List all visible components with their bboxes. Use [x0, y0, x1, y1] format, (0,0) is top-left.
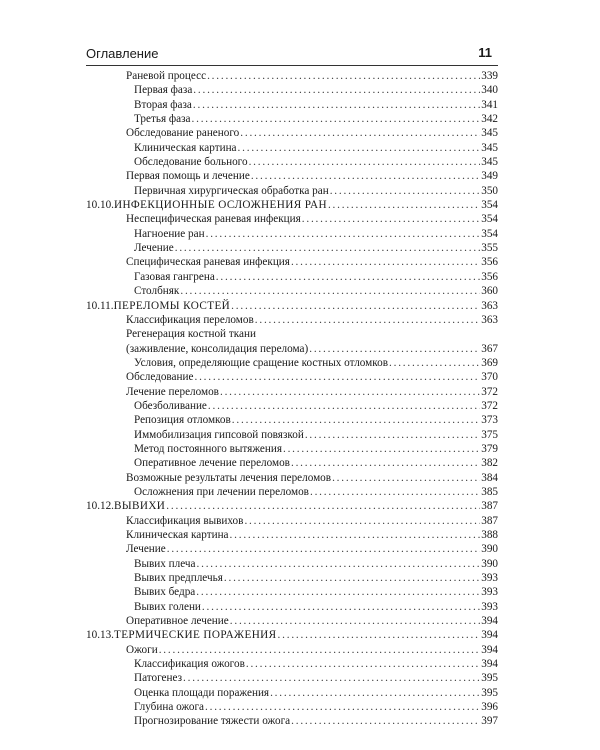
table-of-contents	[86, 69, 498, 729]
entry-title: Глубина ожога	[134, 701, 204, 714]
dot-leader	[202, 600, 480, 614]
entry-title: Классификация вывихов	[126, 514, 244, 527]
dot-leader	[175, 241, 480, 255]
entry-page-number: 396	[481, 701, 498, 714]
entry-page-number: 363	[481, 313, 498, 326]
dot-leader	[159, 643, 481, 657]
toc-entry[interactable]	[86, 399, 498, 413]
entry-title: Обезболивание	[134, 399, 207, 412]
entry-title: Оперативное лечение переломов	[134, 457, 290, 470]
entry-page-number: 382	[481, 457, 498, 470]
dot-leader	[283, 442, 480, 456]
dot-leader	[278, 628, 481, 642]
entry-title: Лечение переломов	[126, 385, 219, 398]
entry-title: Классификация переломов	[126, 313, 254, 326]
dot-leader	[240, 126, 480, 140]
entry-page-number: 345	[481, 127, 498, 140]
entry-page-number: 375	[481, 428, 498, 441]
toc-entry[interactable]	[86, 69, 498, 83]
entry-title: ПЕРЕЛОМЫ КОСТЕЙ	[113, 299, 231, 312]
toc-entry[interactable]	[86, 528, 498, 542]
toc-entry[interactable]	[86, 428, 498, 442]
entry-page-number: 373	[481, 414, 498, 427]
entry-title: Неспецифическая раневая инфекция	[126, 213, 301, 226]
dot-leader	[231, 299, 480, 313]
section-number: 10.10.	[86, 199, 114, 212]
entry-title: Иммобилизация гипсовой повязкой	[134, 428, 304, 441]
toc-entry[interactable]	[86, 471, 498, 485]
dot-leader	[192, 112, 481, 126]
toc-entry[interactable]	[86, 83, 498, 97]
dot-leader	[291, 255, 480, 269]
toc-entry[interactable]	[86, 356, 498, 370]
entry-title: Вывих бедра	[134, 586, 196, 599]
entry-page-number: 339	[481, 70, 498, 82]
entry-title: Вывих плеча	[134, 557, 196, 570]
toc-entry[interactable]	[86, 155, 498, 169]
entry-page-number: 372	[481, 399, 498, 412]
entry-page-number: 393	[481, 586, 498, 599]
entry-title: Третья фаза	[134, 113, 191, 126]
entry-page-number: 372	[481, 385, 498, 398]
entry-title: Вывих предплечья	[134, 572, 223, 585]
toc-entry[interactable]	[86, 270, 498, 284]
entry-title: Ожоги	[126, 643, 158, 656]
toc-entry[interactable]	[86, 557, 498, 571]
dot-leader	[183, 671, 480, 685]
entry-page-number: 370	[481, 371, 498, 384]
entry-title: Газовая гангрена	[134, 270, 215, 283]
dot-leader	[291, 456, 480, 470]
toc-entry[interactable]	[86, 212, 498, 226]
entry-page-number: 354	[481, 199, 498, 212]
toc-entry[interactable]	[86, 686, 498, 700]
entry-title: Столбняк	[134, 285, 180, 298]
entry-title: Условия, определяющие сращение костных отломков	[134, 356, 388, 369]
dot-leader	[238, 141, 481, 155]
toc-entry[interactable]	[86, 313, 498, 327]
page-header	[86, 46, 498, 62]
dot-leader	[310, 485, 480, 499]
toc-entry[interactable]	[86, 385, 498, 399]
dot-leader	[305, 428, 480, 442]
entry-page-number: 394	[481, 643, 498, 656]
entry-title: Обследование больного	[134, 156, 248, 169]
toc-entry[interactable]	[86, 141, 498, 155]
toc-entry[interactable]	[86, 456, 498, 470]
toc-entry[interactable]	[86, 514, 498, 528]
dot-leader	[220, 385, 480, 399]
entry-title: Обследование раненого	[126, 127, 240, 140]
toc-entry[interactable]	[86, 241, 498, 255]
dot-leader	[309, 342, 480, 356]
toc-entry[interactable]	[86, 342, 498, 356]
entry-title: Оперативное лечение	[126, 615, 229, 628]
dot-leader	[330, 184, 481, 198]
entry-page-number: 367	[481, 342, 498, 355]
toc-entry[interactable]	[86, 542, 498, 556]
toc-entry[interactable]	[86, 98, 498, 112]
dot-leader	[166, 499, 480, 513]
entry-page-number: 388	[481, 529, 498, 541]
entry-page-number: 363	[481, 299, 498, 312]
dot-leader	[216, 270, 480, 284]
entry-title: Патогенез	[134, 672, 183, 685]
entry-title: Осложнения при лечении переломов	[134, 485, 309, 498]
entry-title: Специфическая раневая инфекция	[126, 256, 290, 269]
entry-title: Регенерация костной ткани	[126, 328, 256, 341]
entry-title: ТЕРМИЧЕСКИЕ ПОРАЖЕНИЯ	[113, 629, 277, 642]
entry-page-number: 356	[481, 270, 498, 283]
entry-title: Клиническая картина	[126, 529, 229, 541]
toc-entry[interactable]	[86, 585, 498, 599]
dot-leader	[291, 714, 480, 728]
entry-page-number: 341	[481, 98, 498, 111]
entry-title: Лечение	[134, 242, 174, 255]
entry-page-number: 360	[481, 285, 498, 298]
entry-page-number: 385	[481, 485, 498, 498]
toc-entry[interactable]	[86, 413, 498, 427]
entry-title: Первичная хирургическая обработка ран	[134, 184, 329, 197]
dot-leader	[244, 514, 480, 528]
toc-entry[interactable]	[86, 327, 498, 341]
dot-leader	[230, 528, 481, 542]
dot-leader	[196, 585, 480, 599]
dot-leader	[205, 700, 480, 714]
entry-page-number: 350	[481, 184, 498, 197]
entry-title: ВЫВИХИ	[113, 500, 166, 513]
entry-page-number: 379	[481, 442, 498, 455]
entry-page-number: 355	[481, 242, 498, 255]
toc-entry[interactable]	[86, 370, 498, 384]
dot-leader	[230, 614, 480, 628]
entry-title: Лечение	[126, 543, 166, 556]
entry-title: Вторая фаза	[134, 98, 192, 111]
toc-entry[interactable]	[86, 600, 498, 614]
entry-page-number: 395	[481, 672, 498, 685]
toc-section-entry[interactable]	[86, 628, 498, 642]
entry-page-number: 369	[481, 356, 498, 369]
entry-page-number: 394	[481, 629, 498, 642]
dot-leader	[389, 356, 480, 370]
toc-entry[interactable]	[86, 284, 498, 298]
dot-leader	[167, 542, 480, 556]
entry-title: Репозиция отломков	[134, 414, 231, 427]
entry-page-number: 342	[481, 113, 498, 126]
entry-title: Метод постоянного вытяжения	[134, 442, 282, 455]
section-number: 10.12.	[86, 500, 114, 513]
entry-title: Первая помощь и лечение	[126, 170, 250, 183]
toc-entry[interactable]	[86, 485, 498, 499]
section-number: 10.11.	[86, 299, 114, 312]
header-rule	[86, 65, 498, 66]
dot-leader	[332, 471, 480, 485]
entry-page-number: 394	[481, 615, 498, 628]
toc-entry[interactable]	[86, 700, 498, 714]
entry-title: Прогнозирование тяжести ожога	[134, 715, 291, 728]
toc-entry[interactable]	[86, 643, 498, 657]
entry-title: Возможные результаты лечения переломов	[126, 471, 332, 484]
entry-title: Нагноение ран	[134, 227, 205, 240]
entry-page-number: 345	[481, 141, 498, 154]
section-number: 10.13.	[86, 629, 114, 642]
entry-page-number: 387	[481, 514, 498, 527]
toc-entry[interactable]	[86, 184, 498, 198]
dot-leader	[328, 198, 480, 212]
dot-leader	[197, 557, 481, 571]
toc-entry[interactable]	[86, 126, 498, 140]
toc-section-entry[interactable]	[86, 499, 498, 513]
page-number: 11	[478, 45, 492, 60]
entry-page-number: 387	[481, 500, 498, 513]
dot-leader	[232, 413, 480, 427]
toc-entry[interactable]	[86, 714, 498, 728]
running-title: Оглавление	[86, 46, 159, 61]
entry-page-number: 395	[481, 686, 498, 699]
dot-leader	[224, 571, 480, 585]
entry-title: Обследование	[126, 371, 194, 384]
dot-leader	[255, 313, 480, 327]
toc-section-entry[interactable]	[86, 299, 498, 313]
toc-entry[interactable]	[86, 442, 498, 456]
toc-entry[interactable]	[86, 571, 498, 585]
toc-section-entry[interactable]	[86, 198, 498, 212]
entry-page-number: 349	[481, 170, 498, 183]
dot-leader	[208, 399, 480, 413]
entry-page-number: 340	[481, 84, 498, 97]
toc-entry[interactable]	[86, 169, 498, 183]
entry-page-number: 393	[481, 600, 498, 613]
dot-leader	[302, 212, 480, 226]
entry-page-number: 384	[481, 471, 498, 484]
toc-entry[interactable]	[86, 255, 498, 269]
entry-page-number: 354	[481, 227, 498, 240]
toc-entry[interactable]	[86, 227, 498, 241]
entry-page-number: 394	[481, 658, 498, 671]
entry-page-number: 397	[481, 715, 498, 728]
entry-title: ИНФЕКЦИОННЫЕ ОСЛОЖНЕНИЯ РАН	[113, 199, 327, 212]
entry-title: (заживление, консолидация перелома)	[126, 342, 309, 355]
entry-title: Оценка площади поражения	[134, 686, 270, 699]
entry-title: Классификация ожогов	[134, 658, 245, 671]
entry-page-number: 390	[481, 543, 498, 556]
entry-page-number: 354	[481, 213, 498, 226]
entry-title: Первая фаза	[134, 84, 193, 97]
toc-entry[interactable]	[86, 671, 498, 685]
entry-title: Раневой процесс	[126, 70, 207, 82]
dot-leader	[206, 227, 481, 241]
dot-leader	[246, 657, 480, 671]
entry-title: Вывих голени	[134, 600, 201, 613]
dot-leader	[270, 686, 480, 700]
toc-entry[interactable]	[86, 614, 498, 628]
entry-page-number: 356	[481, 256, 498, 269]
toc-entry[interactable]	[86, 112, 498, 126]
dot-leader	[180, 284, 480, 298]
entry-page-number: 345	[481, 156, 498, 169]
dot-leader	[193, 98, 480, 112]
dot-leader	[194, 370, 480, 384]
entry-page-number: 393	[481, 572, 498, 585]
dot-leader	[207, 69, 480, 83]
toc-entry[interactable]	[86, 657, 498, 671]
dot-leader	[249, 155, 481, 169]
entry-title: Клиническая картина	[134, 141, 237, 154]
dot-leader	[193, 83, 480, 97]
dot-leader	[251, 169, 480, 183]
entry-page-number: 390	[481, 557, 498, 570]
